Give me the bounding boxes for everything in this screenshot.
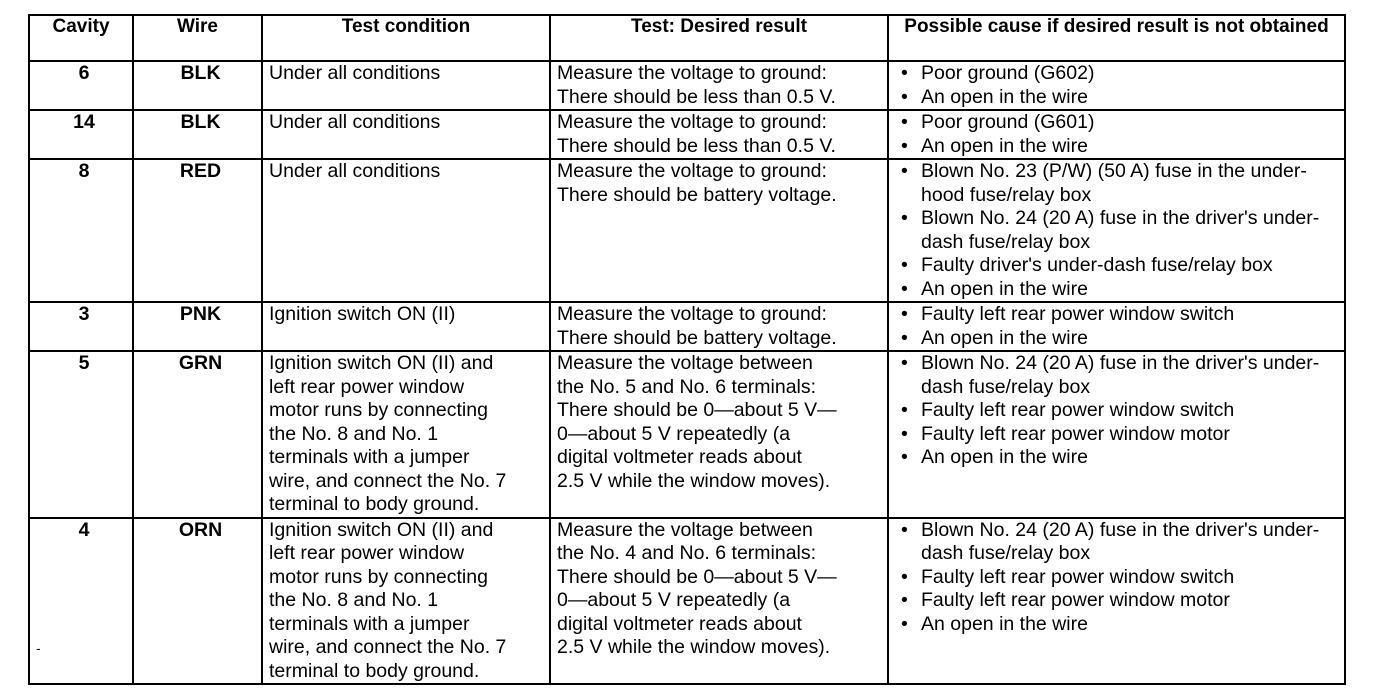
result-line: 2.5 V while the window moves). [557, 469, 831, 492]
cause-item: • An open in the wire [895, 278, 1344, 302]
cause-item: • Poor ground (G602) [895, 62, 1344, 86]
wire-cell: PNK [133, 302, 262, 351]
test-condition-cell [262, 351, 550, 518]
condition-line: motor runs by connecting [269, 399, 488, 421]
desired-result-cell [550, 159, 888, 302]
cause-item: • Faulty left rear power window motor [895, 589, 1344, 613]
possible-cause-cell [888, 302, 1345, 351]
result-line: Measure the voltage to ground: [557, 111, 827, 133]
result-line: Measure the voltage to ground: [557, 303, 827, 325]
desired-result-cell [550, 351, 888, 518]
condition-line: Under all conditions [269, 160, 441, 182]
condition-line: left rear power window [269, 542, 465, 564]
cavity-cell: 5 [29, 351, 133, 518]
result-line: There should be 0—about 5 V— [557, 565, 837, 588]
header-test-condition: Test condition [262, 15, 550, 61]
result-line: digital voltmeter reads about [557, 446, 802, 468]
condition-line: left rear power window [269, 375, 465, 398]
table-row [29, 159, 1345, 302]
cause-item: • An open in the wire [895, 446, 1344, 470]
result-line: There should be battery voltage. [557, 183, 837, 206]
cause-list [895, 519, 1344, 637]
result-line: 2.5 V while the window moves). [557, 636, 831, 658]
condition-line: Ignition switch ON (II) and [269, 352, 494, 374]
cause-list [895, 303, 1344, 350]
desired-result-cell [550, 61, 888, 110]
cause-item: • Faulty left rear power window motor [895, 423, 1344, 447]
condition-line: Under all conditions [269, 62, 441, 84]
result-line: the No. 4 and No. 6 terminals: [557, 542, 817, 564]
condition-line: terminals with a jumper [269, 446, 470, 468]
cause-item: • An open in the wire [895, 613, 1344, 637]
condition-line: terminal to body ground. [269, 659, 480, 682]
condition-line: terminals with a jumper [269, 612, 470, 635]
wire-cell: BLK [133, 61, 262, 110]
cause-item: • An open in the wire [895, 86, 1344, 110]
condition-line: terminal to body ground. [269, 493, 480, 515]
header-possible-cause: Possible cause if desired result is not obtained [888, 15, 1345, 61]
possible-cause-cell [888, 61, 1345, 110]
cavity-cell: 3 [29, 302, 133, 351]
test-condition-cell [262, 110, 550, 159]
condition-line: Ignition switch ON (II) [269, 303, 456, 325]
cavity-cell: 4 [29, 518, 133, 685]
result-line: There should be less than 0.5 V. [557, 85, 836, 108]
result-line: 0—about 5 V repeatedly (a [557, 422, 791, 445]
cause-item: • Blown No. 24 (20 A) fuse in the driver's under-dash fuse/relay box [895, 519, 1344, 566]
cause-item: • Faulty left rear power window switch [895, 399, 1344, 423]
condition-line: motor runs by connecting [269, 565, 488, 588]
result-line: the No. 5 and No. 6 terminals: [557, 375, 817, 398]
result-line: 0—about 5 V repeatedly (a [557, 589, 791, 611]
result-line: There should be 0—about 5 V— [557, 399, 837, 421]
condition-line: wire, and connect the No. 7 [269, 469, 507, 492]
result-line: Measure the voltage to ground: [557, 160, 827, 182]
test-condition-cell [262, 159, 550, 302]
cavity-cell: 8 [29, 159, 133, 302]
wire-cell: RED [133, 159, 262, 302]
condition-line: the No. 8 and No. 1 [269, 422, 439, 445]
desired-result-cell [550, 518, 888, 685]
test-condition-cell [262, 518, 550, 685]
possible-cause-cell [888, 518, 1345, 685]
desired-result-cell [550, 110, 888, 159]
test-condition-cell [262, 61, 550, 110]
table-body [29, 61, 1345, 684]
cause-list [895, 160, 1344, 301]
result-line: Measure the voltage to ground: [557, 62, 827, 84]
condition-line: the No. 8 and No. 1 [269, 589, 439, 611]
wire-cell: BLK [133, 110, 262, 159]
cause-list [895, 352, 1344, 470]
table-row [29, 110, 1345, 159]
result-line: Measure the voltage between [557, 518, 813, 541]
test-condition-cell [262, 302, 550, 351]
result-line: There should be less than 0.5 V. [557, 134, 836, 157]
cause-item: • Blown No. 24 (20 A) fuse in the driver's under-dash fuse/relay box [895, 207, 1344, 254]
desired-result-cell [550, 302, 888, 351]
table-row [29, 351, 1345, 518]
cause-item: • Faulty left rear power window switch [895, 566, 1344, 590]
result-line: digital voltmeter reads about [557, 612, 802, 635]
stray-mark: - [36, 640, 41, 656]
possible-cause-cell [888, 159, 1345, 302]
cause-list [895, 62, 1344, 109]
cause-item: • An open in the wire [895, 135, 1344, 159]
condition-line: Ignition switch ON (II) and [269, 518, 494, 541]
condition-line: Under all conditions [269, 111, 441, 133]
condition-line: wire, and connect the No. 7 [269, 636, 507, 658]
troubleshooting-table [28, 14, 1346, 685]
table-row [29, 518, 1345, 685]
cause-item: • Faulty driver's under-dash fuse/relay box [895, 254, 1344, 278]
cavity-cell: 6 [29, 61, 133, 110]
cause-list [895, 111, 1344, 158]
table-row [29, 302, 1345, 351]
cause-item: • An open in the wire [895, 327, 1344, 351]
possible-cause-cell [888, 110, 1345, 159]
cavity-cell: 14 [29, 110, 133, 159]
header-wire: Wire [133, 15, 262, 61]
result-line: Measure the voltage between [557, 352, 813, 374]
possible-cause-cell [888, 351, 1345, 518]
header-desired-result: Test: Desired result [550, 15, 888, 61]
cause-item: • Poor ground (G601) [895, 111, 1344, 135]
header-row [29, 15, 1345, 61]
table-row [29, 61, 1345, 110]
result-line: There should be battery voltage. [557, 326, 837, 349]
wire-cell: ORN [133, 518, 262, 685]
header-cavity: Cavity [29, 15, 133, 61]
cause-item: • Faulty left rear power window switch [895, 303, 1344, 327]
wire-cell: GRN [133, 351, 262, 518]
cause-item: • Blown No. 24 (20 A) fuse in the driver's under-dash fuse/relay box [895, 352, 1344, 399]
cause-item: • Blown No. 23 (P/W) (50 A) fuse in the under-hood fuse/relay box [895, 160, 1344, 207]
